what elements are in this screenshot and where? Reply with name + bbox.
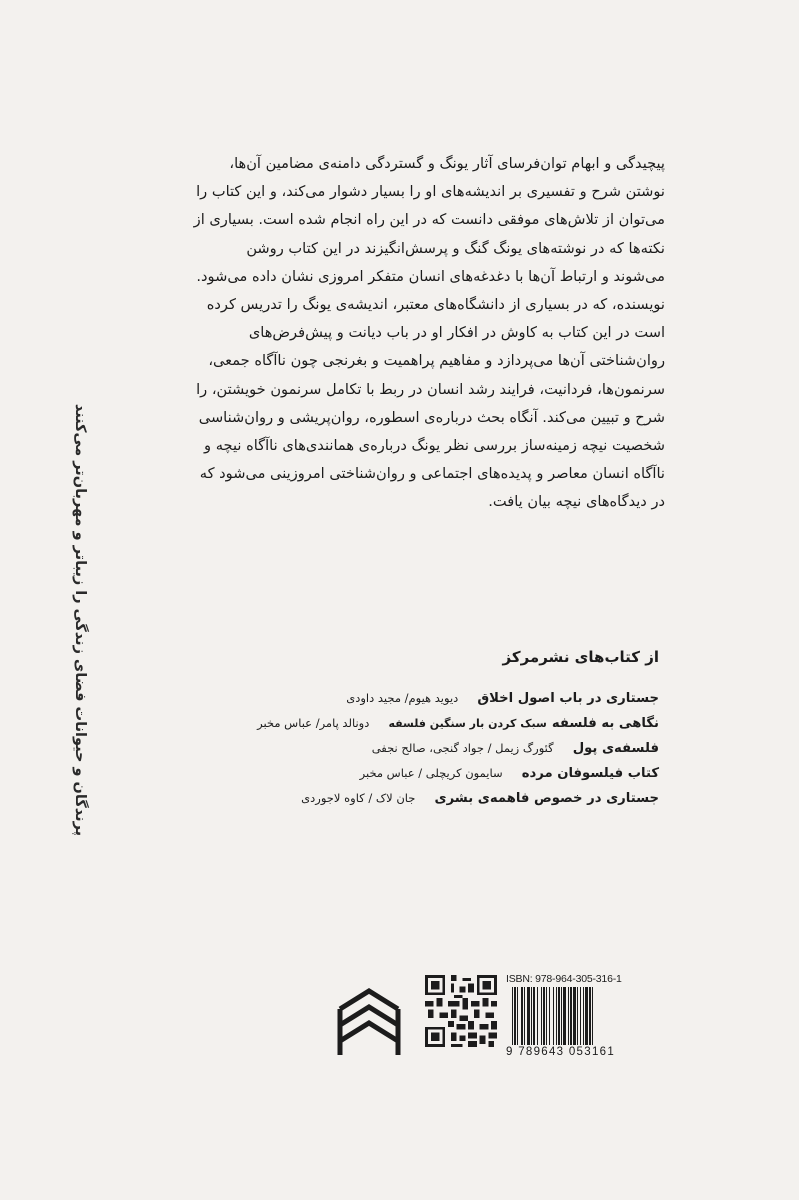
book-entry	[139, 759, 659, 784]
book-author: جان لاک / کاوه لاجوردی	[301, 791, 416, 805]
book-entry	[139, 784, 659, 809]
qr-code-icon	[425, 975, 497, 1047]
blurb-line: می‌شوند و ارتباط آن‌ها با دغدغه‌های انسان متفکر امروزی نشان داده می‌شود.	[196, 267, 665, 285]
blurb-line: نویسنده، که در بسیاری از دانشگاه‌های معتبر، اندیشه‌ی یونگ را تدریس کرده	[206, 296, 665, 314]
isbn-text: ISBN: 978-964-305-316-1	[506, 973, 622, 985]
book-title: نگاهی به فلسفه	[551, 716, 659, 731]
book-title: جستاری در خصوص فاهمه‌ی بشری	[434, 791, 659, 806]
book-entry	[139, 734, 659, 759]
book-author: گئورگ زیمل / جواد گنجی، صالح نجفی	[371, 741, 554, 755]
book-author: دیوید هیوم/ مجید داودی	[346, 691, 459, 705]
blurb-line: پیچیدگی و ابهام توان‌فرسای آثار یونگ و گستردگی دامنه‌ی مضامین آن‌ها،	[229, 155, 665, 172]
blurb-line: شرح و تبیین می‌کند. آنگاه بحث درباره‌ی اسطوره، روان‌پریشی و روان‌شناسی	[198, 408, 665, 426]
book-title: فلسفه‌ی پول	[572, 741, 659, 756]
book-author: دونالد پامر/ عباس مخبر	[257, 716, 370, 730]
nashr-markaz-logo-icon	[332, 975, 406, 1057]
book-title: کتاب فیلسوفان مرده	[521, 766, 659, 781]
blurb-line: در دیدگاه‌های نیچه بیان یافت.	[488, 493, 665, 511]
related-books-list	[139, 684, 659, 809]
blurb-line: نکته‌ها که در نوشته‌های یونگ گنگ و پرسش‌انگیزند در این کتاب روشن	[246, 239, 665, 257]
barcode-digits: 9 789643 053161	[506, 1046, 616, 1058]
book-author: سایمون کریچلی / عباس مخبر	[359, 766, 503, 780]
book-title: جستاری در باب اصول اخلاق	[477, 691, 659, 706]
book-subtitle: سبک کردن بار سنگین فلسفه	[388, 717, 547, 730]
book-blurb	[147, 150, 665, 517]
side-tagline	[60, 403, 100, 837]
blurb-line: است در این کتاب به کاوش در افکار او در باب دیانت و پیش‌فرض‌های	[248, 324, 665, 342]
book-entry	[139, 709, 659, 734]
isbn-barcode	[506, 973, 646, 1063]
blurb-line: ناآگاه انسان معاصر و پدیده‌های اجتماعی و روان‌شناختی امروزینی می‌شود که	[199, 465, 665, 483]
blurb-line: شخصیت نیچه زمینه‌ساز بررسی نظر یونگ درباره‌ی همانندی‌های ناآگاه نیچه و	[204, 437, 665, 455]
blurb-line: سرنمون‌ها، فردانیت، فرایند رشد انسان در ربط با تکامل سرنمون خویشتن، را	[196, 380, 665, 398]
blurb-line: روان‌شناختی آن‌ها می‌پردازد و مفاهیم پراهمیت و بغرنجی چون ناآگاه جمعی،	[208, 352, 665, 370]
barcode-icon	[506, 987, 646, 1047]
related-books-heading: از کتاب‌های نشرمرکز	[502, 648, 659, 666]
side-tagline-text: پرندگان و حیوانات فضای زندگی را زیباتر و مهربان‌تر می‌کنند	[72, 403, 88, 837]
blurb-line: نوشتن شرح و تفسیری بر اندیشه‌های او را بسیار دشوار می‌کند، و این کتاب را	[196, 183, 665, 201]
book-entry	[139, 684, 659, 709]
blurb-line: می‌توان از تلاش‌های موفقی دانست که در این راه انجام شده است. بسیاری از	[193, 211, 665, 229]
